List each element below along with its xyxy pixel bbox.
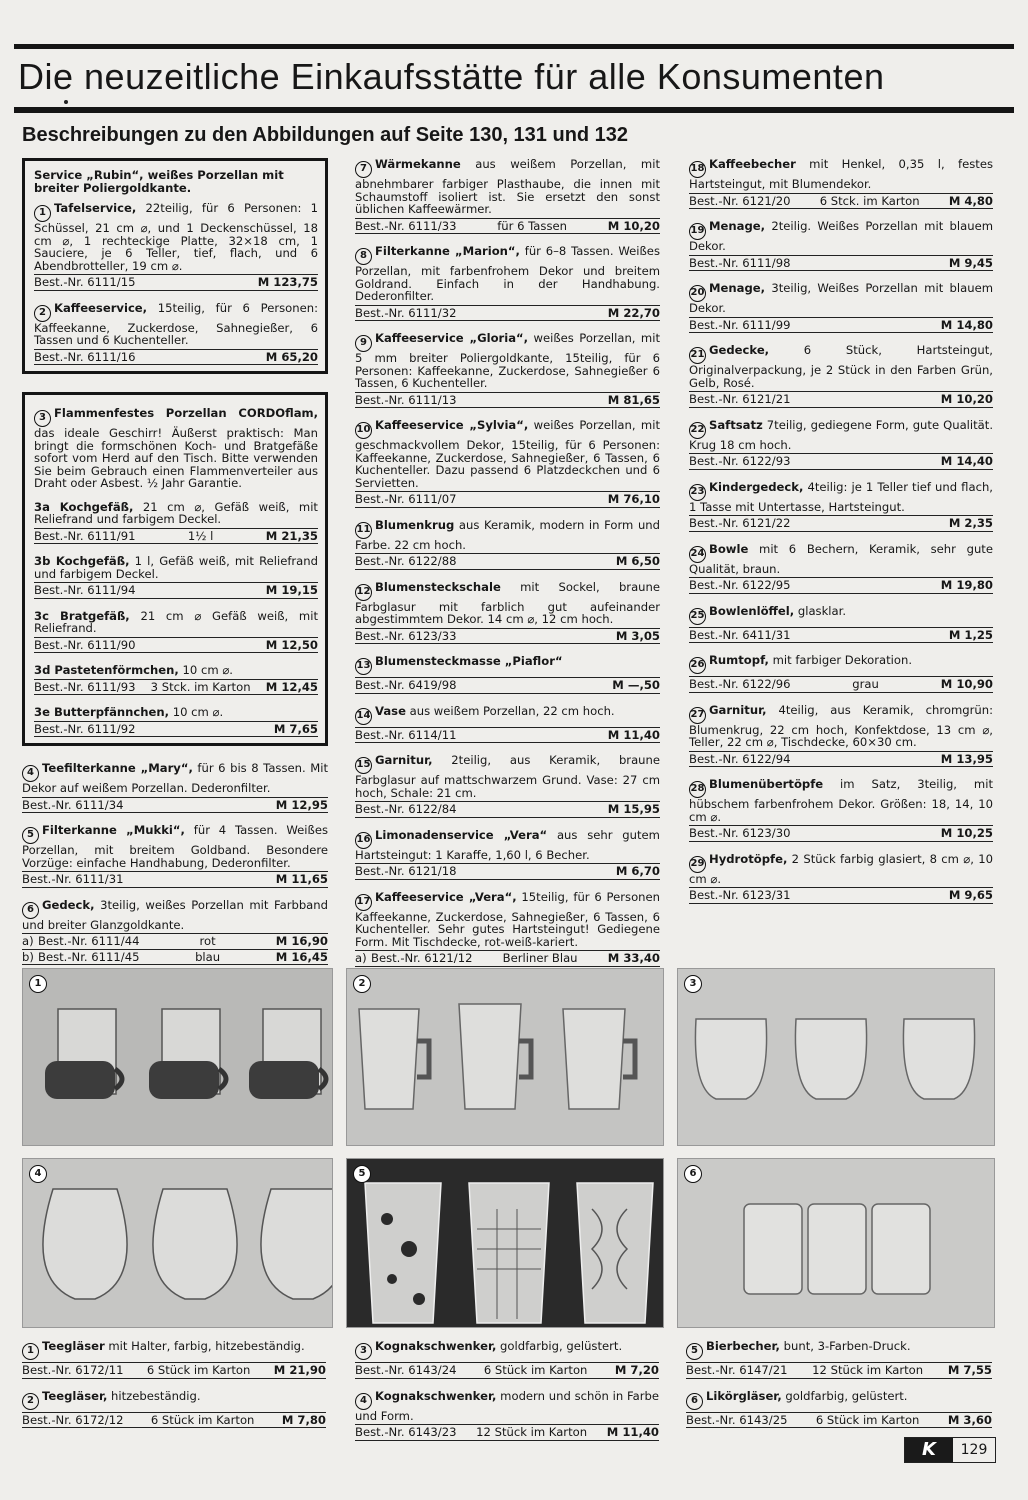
product-5: 5 Filterkanne „Mukki“, für 4 Tassen. Weißes Porzellan, mit breitem Goldband. Besondere Vorzüge: einfache Handhabung, Dederonfilter. Best.-Nr. 6111/31 M 11,65 <box>22 823 328 886</box>
item-number-2: 2 <box>34 305 51 322</box>
product-name: Menage, <box>709 219 766 233</box>
product-description: aus sehr gutem Hartsteingut: 1 Karaffe, 1,60 l, 6 Becher. <box>355 827 660 862</box>
product-entry <box>689 282 993 333</box>
order-row: Best.-Nr. 6121/18 M 6,70 <box>355 864 660 878</box>
item-number-badge: 19 <box>689 223 706 240</box>
product-6: 6 Gedeck, 3teilig, weißes Porzellan mit Farbband und breiter Glanzgoldkante. a) Best.-Nr. 6111/44 rot M 16,90 b) Best.-Nr. 6111/45 blau M 16,45 <box>22 897 328 964</box>
item-number-badge: 10 <box>355 422 372 439</box>
order-row: Best.-Nr. 6111/13 M 81,65 <box>355 392 660 407</box>
order-row: Best.-Nr. 6172/12 6 Stück im Karton M 7,80 <box>22 1412 326 1427</box>
product-entry <box>689 704 993 768</box>
item-number-1: 1 <box>34 205 51 222</box>
order-row: Best.-Nr. 6122/96 grau M 10,90 <box>689 677 993 691</box>
bullet-dot <box>64 100 68 104</box>
order-row: Best.-Nr. 6111/92 M 7,65 <box>34 721 318 736</box>
item-number-badge: 11 <box>355 522 372 539</box>
item-number-badge: 18 <box>689 161 706 178</box>
item-number-6: 6 <box>22 902 39 919</box>
product-entry <box>689 344 993 408</box>
item-number-badge: 14 <box>355 708 372 725</box>
order-row: Best.-Nr. 6123/31 M 9,65 <box>689 888 993 902</box>
product-entry <box>689 220 993 271</box>
order-row: a) Best.-Nr. 6121/12 Berliner Blau M 33,40 <box>355 951 660 965</box>
order-row: Best.-Nr. 6111/31 M 11,65 <box>22 872 328 886</box>
product-description: 15teilig, für 6 Personen Kaffeekanne, Zuckerdose, Sahnegießer, 6 Tassen, 6 Kuchenteller. Sehr gutes Hartsteingut! Gediegene Form. Mit Tischdecke, rot-weiß-kariert. <box>355 889 660 949</box>
product-name: Bierbecher, <box>706 1339 780 1353</box>
order-row: Best.-Nr. 6122/93 M 14,40 <box>689 454 993 468</box>
order-row: Best.-Nr. 6111/15 M 123,75 <box>34 275 318 289</box>
product-3d: 3d Pastetenförmchen, 10 cm ⌀. Best.-Nr. 6111/93 3 Stck. im Karton M 12,45 <box>34 663 318 694</box>
product-entry <box>355 245 660 321</box>
order-row: Best.-Nr. 6111/33 für 6 Tassen M 10,20 <box>355 218 660 233</box>
item-number-badge: 5 <box>686 1343 703 1360</box>
product-1: 1 Tafelservice, 22teilig, für 6 Personen: 1 Schüssel, 21 cm ⌀, und 1 Deckenschüssel, 18 cm ⌀, 1 rechteckige Platte, 32×18 cm, 1 Sauciere, je 6 Teller, tief, flach, und 6 Abendbrotteller, 19 cm ⌀. Best.-Nr. 6111/15 M 123,75 <box>34 201 318 289</box>
product-description: mit Halter, farbig, hitzebeständig. <box>104 1339 305 1353</box>
product-name: Kaffeebecher <box>709 157 796 171</box>
glass-illustration <box>347 969 664 1146</box>
item-number-badge: 21 <box>689 347 706 364</box>
order-row: Best.-Nr. 6111/34 M 12,95 <box>22 797 328 812</box>
item-number-badge: 29 <box>689 856 706 873</box>
masthead-title: Die neuzeitliche Einkaufsstätte für alle Konsumenten <box>18 56 885 97</box>
order-row-b: b) Best.-Nr. 6111/45 blau M 16,45 <box>22 949 328 964</box>
item-number-badge: 3 <box>355 1343 372 1360</box>
product-name: Menage, <box>709 281 766 295</box>
product-entry <box>689 654 993 693</box>
box-cordoflam <box>22 392 328 746</box>
order-row: Best.-Nr. 6111/07 M 76,10 <box>355 492 660 506</box>
order-row: Best.-Nr. 6123/30 M 10,25 <box>689 826 993 840</box>
photo-label: 4 <box>29 1165 47 1183</box>
product-name: Kaffeeservice „Sylvia“, <box>375 418 529 432</box>
product-3c: 3c Bratgefäß, 21 cm ⌀ Gefäß weiß, mit Reliefrand. Best.-Nr. 6111/90 M 12,50 <box>34 608 318 652</box>
product-name: Kindergedeck, <box>709 479 804 494</box>
product-name: Gedecke, <box>709 343 770 357</box>
product-description: mit Sockel, braune Farbglasur mit farblich gut aufeinander abgestimmtem Dekor. 14 cm ⌀, 12 cm hoch. <box>355 579 660 626</box>
order-row: Best.-Nr. 6121/22 M 2,35 <box>689 516 993 530</box>
product-name: Kognakschwenker, <box>375 1339 497 1353</box>
order-row: Best.-Nr. 6122/88 M 6,50 <box>355 554 660 568</box>
product-description: glasklar. <box>794 603 847 618</box>
photo-label: 6 <box>684 1165 702 1183</box>
product-description: 7teilig, gediegene Form, gute Qualität. Krug 18 cm hoch. <box>689 417 993 452</box>
order-row: Best.-Nr. 6111/32 M 22,70 <box>355 305 660 320</box>
product-description: bunt, 3-Farben-Druck. <box>779 1339 911 1353</box>
product-name: Hydrotöpfe, <box>709 851 788 866</box>
masthead-rule <box>14 107 1014 113</box>
product-name: Teegläser <box>42 1339 105 1353</box>
item-number-badge: 8 <box>355 248 372 265</box>
product-name: Garnitur, <box>709 702 767 717</box>
item-number-badge: 9 <box>355 335 372 352</box>
order-row: Best.-Nr. 6122/95 M 19,80 <box>689 578 993 592</box>
item-number-badge: 2 <box>22 1393 39 1410</box>
product-name: Bowlenlöffel, <box>709 603 795 618</box>
photo-liqueur-glasses <box>677 1158 995 1328</box>
glass-illustration <box>678 969 995 1146</box>
item-number-5: 5 <box>22 827 39 844</box>
photo-tea-glasses <box>346 968 664 1146</box>
product-description: goldfarbig, gelüstert. <box>781 1388 908 1403</box>
product-name: Garnitur, <box>375 753 433 767</box>
product-description: 2teilig, aus Keramik, braune Farbglasur auf mattschwarzem Grund. Vase: 27 cm hoch, Schale: 21 cm. <box>355 753 660 800</box>
product-name: Vase <box>375 703 406 718</box>
product-entry <box>355 1340 659 1379</box>
product-entry <box>355 581 660 645</box>
page-number: 129 <box>960 1442 988 1458</box>
column-right <box>689 158 993 915</box>
section-subhead: Beschreibungen zu den Abbildungen auf Seite 130, 131 und 132 <box>22 124 629 146</box>
photo-label: 1 <box>29 975 47 993</box>
product-description: aus Keramik, modern in Form und Farbe. 22 cm hoch. <box>355 517 660 552</box>
store-logo: K <box>905 1438 953 1462</box>
order-row: Best.-Nr. 6143/23 12 Stück im Karton M 11,40 <box>355 1425 659 1439</box>
product-entry <box>355 655 660 694</box>
product-entry <box>355 829 660 880</box>
product-name: Filterkanne „Marion“, <box>375 244 520 258</box>
product-3a: 3a Kochgefäß, 21 cm ⌀, Gefäß weiß, mit Reliefrand und farbigem Deckel. Best.-Nr. 6111/91 1½ l M 21,35 <box>34 499 318 543</box>
product-entry <box>355 705 660 744</box>
product-description: mit Henkel, 0,35 l, festes Hartsteingut, mit Blumendekor. <box>689 157 993 191</box>
order-row: Best.-Nr. 6111/94 M 19,15 <box>34 583 318 597</box>
glass-captions-right <box>686 1340 992 1439</box>
product-4: 4 Teefilterkanne „Mary“, für 6 bis 8 Tassen. Mit Dekor auf weißem Porzellan. Dederonfilter. Best.-Nr. 6111/34 M 12,95 <box>22 761 328 812</box>
product-description: modern und schön in Farbe und Form. <box>355 1388 659 1423</box>
product-entry <box>355 332 660 408</box>
product-name: Rumtopf, <box>709 653 769 667</box>
item-number-badge: 1 <box>22 1343 39 1360</box>
box-service-rubin <box>22 158 328 374</box>
order-row: Best.-Nr. 6143/25 6 Stück im Karton M 3,60 <box>686 1412 992 1427</box>
item-number-badge: 6 <box>686 1393 703 1410</box>
product-description: mit 6 Bechern, Keramik, sehr gute Qualität, braun. <box>689 541 993 576</box>
product-name: Teegläser, <box>42 1388 108 1403</box>
item-number-badge: 17 <box>355 894 372 911</box>
product-entry <box>22 1390 326 1429</box>
item-number-badge: 20 <box>689 285 706 302</box>
order-row: Best.-Nr. 6143/24 6 Stück im Karton M 7,20 <box>355 1363 659 1377</box>
item-number-4: 4 <box>22 765 39 782</box>
order-row: Best.-Nr. 6123/33 M 3,05 <box>355 628 660 643</box>
order-row: Best.-Nr. 6122/94 M 13,95 <box>689 751 993 766</box>
product-entry <box>689 605 993 644</box>
product-entry <box>355 1390 659 1441</box>
glass-illustration <box>347 1159 664 1328</box>
photo-label: 3 <box>684 975 702 993</box>
item-number-badge: 16 <box>355 832 372 849</box>
order-row: Best.-Nr. 6114/11 M 11,40 <box>355 727 660 742</box>
item-number-badge: 23 <box>689 484 706 501</box>
order-row: Best.-Nr. 6111/93 3 Stck. im Karton M 12,45 <box>34 679 318 694</box>
product-description: 2 Stück farbig glasiert, 8 cm ⌀, 10 cm ⌀. <box>689 851 993 886</box>
product-entry <box>686 1390 992 1429</box>
product-description: goldfarbig, gelüstert. <box>496 1339 623 1353</box>
cordoflam-intro: 3 Flammenfestes Porzellan CORDOflam, das ideale Geschirr! Äußerst praktisch: Man bringt die formschönen Koch- und Bratgefäße sofort vom Herd auf den Tisch. Bitte verwenden Sie beim Gebrauch einen Flammenverteiler aus Draht oder Asbest. ½ Jahr Garantie. <box>34 406 318 490</box>
order-row: Best.-Nr. 6111/90 M 12,50 <box>34 637 318 652</box>
product-entry <box>689 419 993 470</box>
order-row: Best.-Nr. 6147/21 12 Stück im Karton M 7,55 <box>686 1363 992 1377</box>
item-number-badge: 7 <box>355 161 372 178</box>
item-number-badge: 13 <box>355 658 372 675</box>
order-row: Best.-Nr. 6111/98 M 9,45 <box>689 255 993 270</box>
item-number-badge: 4 <box>355 1393 372 1410</box>
product-description: aus weißem Porzellan, 22 cm hoch. <box>405 703 615 718</box>
product-entry <box>355 754 660 818</box>
order-row: Best.-Nr. 6121/21 M 10,20 <box>689 392 993 406</box>
product-description: aus weißem Porzellan, mit abnehmbarer farbiger Plasthaube, die innen mit Schaumstoff isoliert ist. Sie ersetzt den sonst üblichen Kaffeewärmer. <box>355 157 660 216</box>
photo-beer-tumblers <box>346 1158 664 1328</box>
product-description: 6 Stück, Hartsteingut, Originalverpackung, je 2 Stück in den Farben Grün, Gelb, Rosé. <box>689 343 993 390</box>
glass-illustration <box>23 1159 333 1328</box>
product-entry <box>22 1340 326 1379</box>
photo-cognac-glasses-gold <box>677 968 995 1146</box>
photo-tea-glasses-with-holder <box>22 968 333 1146</box>
glass-illustration <box>23 969 333 1146</box>
product-name: Wärmekanne <box>375 157 461 171</box>
order-row: Best.-Nr. 6172/11 6 Stück im Karton M 21,90 <box>22 1363 326 1377</box>
glass-captions-middle <box>355 1340 659 1452</box>
product-name: Likörgläser, <box>706 1388 782 1403</box>
product-description: weißes Porzellan, mit geschmackvollem Dekor, 15teilig, für 6 Personen: Kaffeekanne, Zuckerdose, Sahnegießer, 6 Tassen, 6 Kuchenteller. Dazu passend 6 Platzdeckchen und 6 Servietten. <box>355 418 660 490</box>
product-name: Blumenübertöpfe <box>709 777 824 791</box>
item-number-badge: 25 <box>689 608 706 625</box>
product-description: im Satz, 3teilig, mit hübschem farbenfrohem Dekor. Größen: 18, 14, 10 cm ⌀. <box>689 777 993 824</box>
product-description: für 6–8 Tassen. Weißes Porzellan, mit farbenfrohem Dekor und breitem Goldrand. Einfach in der Handhabung. Dederonfilter. <box>355 244 660 303</box>
column-left <box>22 158 328 976</box>
order-row: Best.-Nr. 6411/31 M 1,25 <box>689 627 993 642</box>
product-name: Blumenkrug <box>375 517 455 532</box>
product-entry <box>689 158 993 209</box>
page-footer <box>904 1437 996 1463</box>
product-name: Kaffeeservice „Gloria“, <box>375 331 529 345</box>
product-description: mit farbiger Dekoration. <box>768 653 913 667</box>
product-description: hitzebeständig. <box>107 1388 201 1403</box>
item-number-badge: 24 <box>689 546 706 563</box>
item-number-badge: 12 <box>355 584 372 601</box>
product-name: Kognakschwenker, <box>375 1388 497 1403</box>
product-3b: 3b Kochgefäß, 1 l, Gefäß weiß, mit Reliefrand und farbigem Deckel. Best.-Nr. 6111/94 M 19,15 <box>34 554 318 597</box>
product-description: 3teilig, Weißes Porzellan mit blauem Dekor. <box>689 281 993 315</box>
product-entry <box>689 778 993 842</box>
product-entry <box>355 419 660 508</box>
order-row-a: a) Best.-Nr. 6111/44 rot M 16,90 <box>22 934 328 948</box>
product-entry <box>355 158 660 234</box>
product-name: Kaffeeservice „Vera“, <box>375 889 517 904</box>
top-rule <box>14 44 1014 49</box>
product-name: Blumensteckmasse „Piaflor“ <box>375 654 563 668</box>
product-description: 4teilig: je 1 Teller tief und flach, 1 Tasse mit Untertasse, Hartsteingut. <box>689 479 993 514</box>
product-2: 2 Kaffeeservice, 15teilig, für 6 Personen: Kaffeekanne, Zuckerdose, Sahnegießer, 6 Tassen und 6 Kuchenteller. Best.-Nr. 6111/16 M 65,20 <box>34 300 318 364</box>
product-name: Saftsatz <box>709 417 763 432</box>
product-entry <box>689 481 993 532</box>
photo-label: 5 <box>353 1165 371 1183</box>
item-number-badge: 22 <box>689 422 706 439</box>
item-number-3: 3 <box>34 410 51 427</box>
product-name: Bowle <box>709 541 749 556</box>
rubin-title: Service „Rubin“, weißes Porzellan mit breiter Poliergoldkante. <box>34 168 284 195</box>
product-entry <box>689 543 993 594</box>
photo-label: 2 <box>353 975 371 993</box>
column-middle <box>355 158 660 993</box>
product-entry <box>686 1340 992 1379</box>
product-entry <box>355 519 660 570</box>
product-description: 2teilig. Weißes Porzellan mit blauem Dekor. <box>689 219 993 253</box>
order-row: Best.-Nr. 6111/16 M 65,20 <box>34 349 318 364</box>
product-description: weißes Porzellan, mit 5 mm breiter Poliergoldkante, 15teilig, für 6 Personen: Kaffeekanne, Zuckerdose, Sahnegießer 6 Tassen, 6 Kuchenteller. <box>355 331 660 390</box>
glass-captions-left <box>22 1340 326 1439</box>
product-description: 4teilig, aus Keramik, chromgrün: Blumenkrug, 22 cm hoch, Konfektdose, 13 cm ⌀, Teller, 22 cm ⌀, Tischdecke, 60×30 cm. <box>689 702 993 749</box>
item-number-badge: 26 <box>689 657 706 674</box>
item-number-badge: 15 <box>355 757 372 774</box>
photo-cognac-glasses-modern <box>22 1158 333 1328</box>
item-number-badge: 27 <box>689 707 706 724</box>
product-name: Blumensteckschale <box>375 579 501 594</box>
order-row: Best.-Nr. 6121/20 6 Stck. im Karton M 4,80 <box>689 193 993 208</box>
order-row: Best.-Nr. 6111/99 M 14,80 <box>689 317 993 332</box>
product-entry <box>689 853 993 904</box>
item-number-badge: 28 <box>689 781 706 798</box>
product-name: Limonadenservice „Vera“ <box>375 827 548 842</box>
order-row: Best.-Nr. 6111/91 1½ l M 21,35 <box>34 528 318 543</box>
order-row: Best.-Nr. 6419/98 M —,50 <box>355 678 660 692</box>
order-row: Best.-Nr. 6122/84 M 15,95 <box>355 802 660 816</box>
product-3e: 3e Butterpfännchen, 10 cm ⌀. Best.-Nr. 6111/92 M 7,65 <box>34 705 318 736</box>
glass-illustration <box>678 1159 995 1328</box>
